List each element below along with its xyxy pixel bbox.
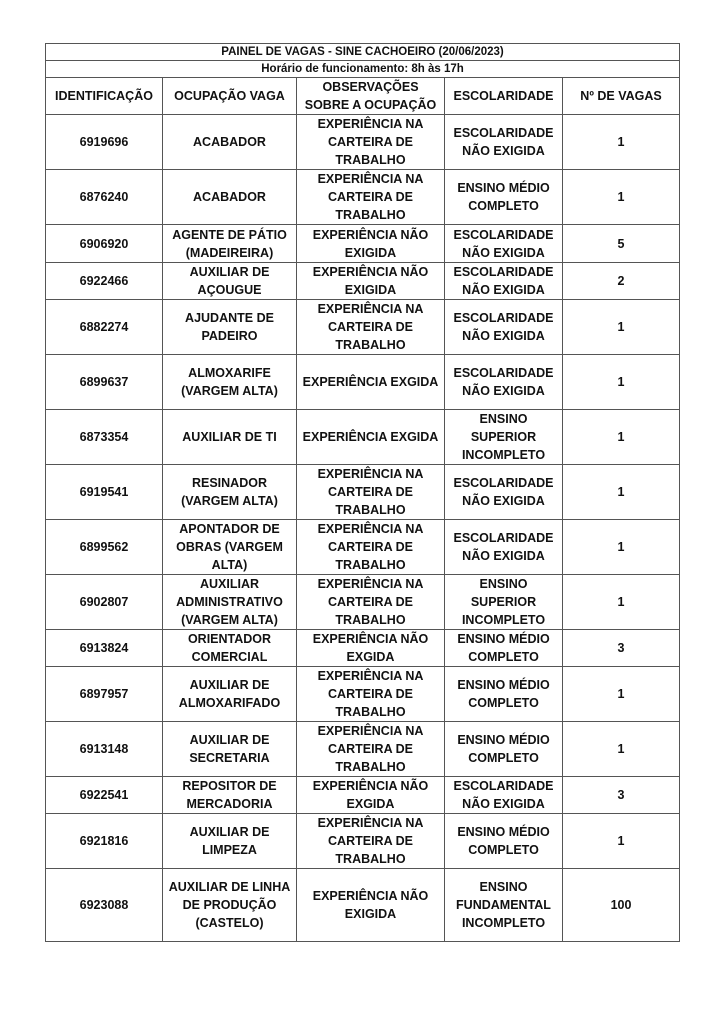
- vacancy-education: ENSINO MÉDIO COMPLETO: [445, 722, 563, 777]
- vacancy-id: 6876240: [46, 170, 163, 225]
- vacancy-occupation: AGENTE DE PÁTIO (MADEIREIRA): [163, 225, 297, 263]
- vacancy-occupation: AUXILIAR DE ALMOXARIFADO: [163, 667, 297, 722]
- vacancy-occupation: REPOSITOR DE MERCADORIA: [163, 777, 297, 814]
- table-row: [46, 667, 680, 722]
- vacancy-openings: 1: [563, 410, 680, 465]
- vacancy-openings: 1: [563, 814, 680, 869]
- vacancy-education: ESCOLARIDADE NÃO EXIGIDA: [445, 777, 563, 814]
- vacancy-occupation: ACABADOR: [163, 115, 297, 170]
- vacancy-education: ESCOLARIDADE NÃO EXIGIDA: [445, 115, 563, 170]
- opening-hours: Horário de funcionamento: 8h às 17h: [46, 61, 680, 78]
- vacancy-occupation: ACABADOR: [163, 170, 297, 225]
- vacancy-occupation: AUXILIAR ADMINISTRATIVO (VARGEM ALTA): [163, 575, 297, 630]
- vacancy-id: 6919541: [46, 465, 163, 520]
- vacancy-education: ENSINO MÉDIO COMPLETO: [445, 667, 563, 722]
- vacancy-id: 6902807: [46, 575, 163, 630]
- vacancy-notes: EXPERIÊNCIA NÃO EXIGIDA: [297, 869, 445, 942]
- vacancy-education: ESCOLARIDADE NÃO EXIGIDA: [445, 465, 563, 520]
- table-row: [46, 722, 680, 777]
- vacancy-education: ENSINO MÉDIO COMPLETO: [445, 814, 563, 869]
- vacancy-openings: 1: [563, 465, 680, 520]
- vacancy-education: ESCOLARIDADE NÃO EXIGIDA: [445, 300, 563, 355]
- vacancy-notes: EXPERIÊNCIA NA CARTEIRA DE TRABALHO: [297, 520, 445, 575]
- hours-row: [46, 61, 680, 78]
- vacancy-education: ENSINO SUPERIOR INCOMPLETO: [445, 410, 563, 465]
- vacancy-id: 6899562: [46, 520, 163, 575]
- vacancy-education: ESCOLARIDADE NÃO EXIGIDA: [445, 225, 563, 263]
- vacancy-notes: EXPERIÊNCIA NA CARTEIRA DE TRABALHO: [297, 170, 445, 225]
- vacancy-occupation: AUXILIAR DE LINHA DE PRODUÇÃO (CASTELO): [163, 869, 297, 942]
- job-vacancy-table: [45, 43, 680, 942]
- vacancy-notes: EXPERIÊNCIA NA CARTEIRA DE TRABALHO: [297, 722, 445, 777]
- vacancy-id: 6919696: [46, 115, 163, 170]
- vacancy-id: 6921816: [46, 814, 163, 869]
- vacancy-occupation: AUXILIAR DE LIMPEZA: [163, 814, 297, 869]
- vacancy-notes: EXPERIÊNCIA NA CARTEIRA DE TRABALHO: [297, 814, 445, 869]
- table-row: [46, 170, 680, 225]
- vacancy-occupation: AUXILIAR DE SECRETARIA: [163, 722, 297, 777]
- table-row: [46, 520, 680, 575]
- header-row: [46, 78, 680, 115]
- panel-title: PAINEL DE VAGAS - SINE CACHOEIRO (20/06/2023): [46, 44, 680, 61]
- vacancy-occupation: APONTADOR DE OBRAS (VARGEM ALTA): [163, 520, 297, 575]
- vacancy-id: 6899637: [46, 355, 163, 410]
- vacancy-notes: EXPERIÊNCIA EXGIDA: [297, 355, 445, 410]
- column-header-occupation: OCUPAÇÃO VAGA: [163, 78, 297, 115]
- table-row: [46, 410, 680, 465]
- vacancy-education: ESCOLARIDADE NÃO EXIGIDA: [445, 263, 563, 300]
- vacancy-openings: 2: [563, 263, 680, 300]
- vacancy-occupation: AUXILIAR DE TI: [163, 410, 297, 465]
- vacancy-id: 6913824: [46, 630, 163, 667]
- title-row: [46, 44, 680, 61]
- table-row: [46, 630, 680, 667]
- column-header-openings: Nº DE VAGAS: [563, 78, 680, 115]
- vacancy-occupation: AJUDANTE DE PADEIRO: [163, 300, 297, 355]
- vacancy-id: 6913148: [46, 722, 163, 777]
- vacancy-education: ENSINO MÉDIO COMPLETO: [445, 170, 563, 225]
- vacancy-openings: 3: [563, 630, 680, 667]
- vacancy-openings: 5: [563, 225, 680, 263]
- vacancy-openings: 3: [563, 777, 680, 814]
- vacancy-id: 6873354: [46, 410, 163, 465]
- vacancy-notes: EXPERIÊNCIA NÃO EXIGIDA: [297, 263, 445, 300]
- table-row: [46, 300, 680, 355]
- vacancy-id: 6906920: [46, 225, 163, 263]
- vacancy-notes: EXPERIÊNCIA NA CARTEIRA DE TRABALHO: [297, 300, 445, 355]
- vacancy-id: 6897957: [46, 667, 163, 722]
- vacancy-openings: 1: [563, 115, 680, 170]
- table-row: [46, 777, 680, 814]
- vacancy-notes: EXPERIÊNCIA NÃO EXIGIDA: [297, 225, 445, 263]
- vacancy-notes: EXPERIÊNCIA NA CARTEIRA DE TRABALHO: [297, 115, 445, 170]
- vacancy-occupation: AUXILIAR DE AÇOUGUE: [163, 263, 297, 300]
- table-body: [46, 115, 680, 942]
- column-header-id: IDENTIFICAÇÃO: [46, 78, 163, 115]
- table-row: [46, 575, 680, 630]
- table-row: [46, 115, 680, 170]
- vacancy-notes: EXPERIÊNCIA EXGIDA: [297, 410, 445, 465]
- vacancy-occupation: ALMOXARIFE (VARGEM ALTA): [163, 355, 297, 410]
- table-row: [46, 355, 680, 410]
- column-header-notes: OBSERVAÇÕES SOBRE A OCUPAÇÃO: [297, 78, 445, 115]
- vacancy-openings: 1: [563, 575, 680, 630]
- table-row: [46, 465, 680, 520]
- vacancy-openings: 1: [563, 667, 680, 722]
- vacancy-education: ENSINO SUPERIOR INCOMPLETO: [445, 575, 563, 630]
- vacancy-openings: 1: [563, 355, 680, 410]
- vacancy-education: ESCOLARIDADE NÃO EXIGIDA: [445, 520, 563, 575]
- table-row: [46, 869, 680, 942]
- vacancy-education: ENSINO FUNDAMENTAL INCOMPLETO: [445, 869, 563, 942]
- column-header-education: ESCOLARIDADE: [445, 78, 563, 115]
- vacancy-notes: EXPERIÊNCIA NA CARTEIRA DE TRABALHO: [297, 575, 445, 630]
- vacancy-notes: EXPERIÊNCIA NA CARTEIRA DE TRABALHO: [297, 667, 445, 722]
- vacancy-education: ESCOLARIDADE NÃO EXIGIDA: [445, 355, 563, 410]
- vacancy-occupation: ORIENTADOR COMERCIAL: [163, 630, 297, 667]
- vacancy-id: 6922541: [46, 777, 163, 814]
- table-row: [46, 263, 680, 300]
- table-row: [46, 225, 680, 263]
- vacancy-id: 6923088: [46, 869, 163, 942]
- vacancy-id: 6882274: [46, 300, 163, 355]
- vacancy-openings: 1: [563, 170, 680, 225]
- vacancy-id: 6922466: [46, 263, 163, 300]
- vacancy-openings: 100: [563, 869, 680, 942]
- vacancy-notes: EXPERIÊNCIA NA CARTEIRA DE TRABALHO: [297, 465, 445, 520]
- table-row: [46, 814, 680, 869]
- vacancy-notes: EXPERIÊNCIA NÃO EXGIDA: [297, 777, 445, 814]
- vacancy-openings: 1: [563, 520, 680, 575]
- vacancy-openings: 1: [563, 300, 680, 355]
- vacancy-occupation: RESINADOR (VARGEM ALTA): [163, 465, 297, 520]
- vacancy-openings: 1: [563, 722, 680, 777]
- vacancy-education: ENSINO MÉDIO COMPLETO: [445, 630, 563, 667]
- vacancy-notes: EXPERIÊNCIA NÃO EXGIDA: [297, 630, 445, 667]
